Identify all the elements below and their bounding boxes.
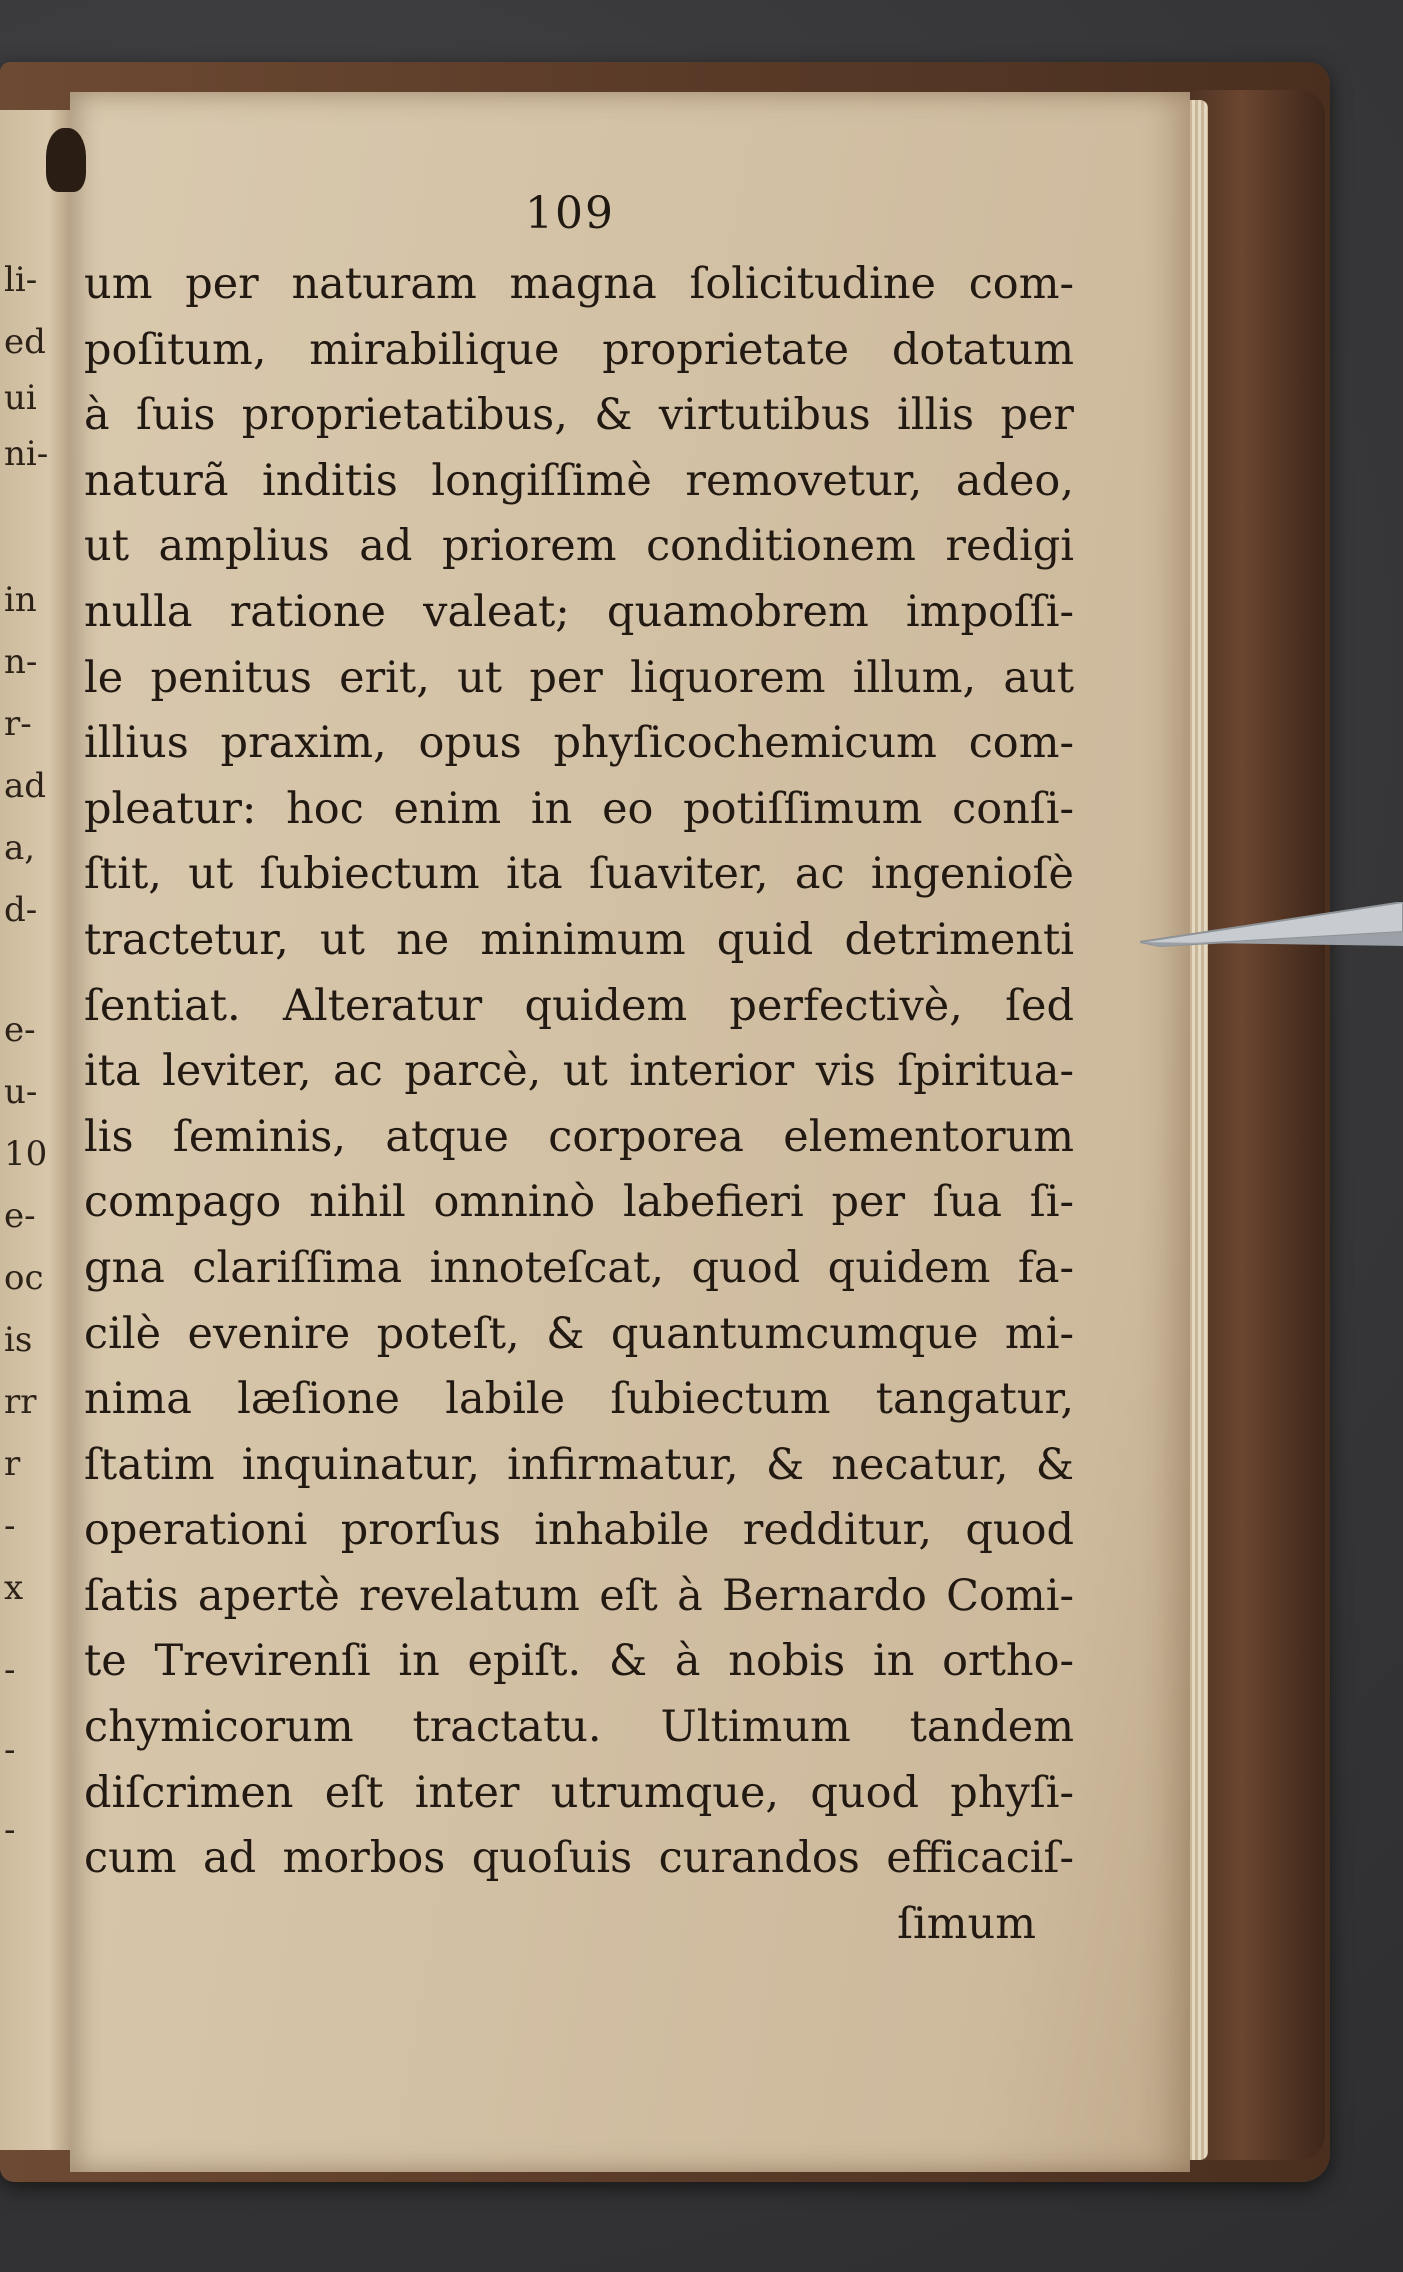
text-line: le penitus erit, ut per liquorem illum, aut <box>84 652 1074 703</box>
text-line: diſcrimen eſt inter utrumque, quod phyſi- <box>84 1767 1074 1818</box>
text-line: ſatis apertè revelatum eſt à Bernardo Comi- <box>84 1570 1074 1621</box>
text-line: operationi prorſus inhabile redditur, quod <box>84 1505 1074 1556</box>
text-line: pleatur: hoc enim in eo potiſſimum conſi- <box>84 783 1074 834</box>
text-line: nima læſione labile ſubiectum tangatur, <box>84 1374 1074 1425</box>
text-line: ita leviter, ac parcè, ut interior vis ſpiritua- <box>84 1046 1074 1097</box>
text-line: illius praxim, opus phyſicochemicum com- <box>84 718 1074 769</box>
page-number: 109 <box>525 188 615 239</box>
previous-page-fragment: oc <box>4 1258 44 1298</box>
previous-page-fragment: r- <box>4 704 32 744</box>
previous-page-fragment: e- <box>4 1196 36 1236</box>
previous-page-fragment: in <box>4 580 37 620</box>
page-body-text <box>84 252 1074 1957</box>
previous-page-fragment: n- <box>4 642 38 682</box>
bookmark-tab <box>46 128 86 192</box>
text-line: naturã inditis longiſſimè removetur, adeo, <box>84 455 1074 506</box>
text-line: cilè evenire poteſt, & quantumcumque mi- <box>84 1308 1074 1359</box>
previous-page-fragment: 10 <box>4 1134 48 1174</box>
previous-page-fragment: a, <box>4 828 36 868</box>
text-line: compago nihil omninò labefieri per ſua ſi- <box>84 1177 1074 1228</box>
text-line: ut amplius ad priorem conditionem redigi <box>84 521 1074 572</box>
text-line: ſtatim inquinatur, infirmatur, & necatur, & <box>84 1439 1074 1490</box>
text-line: nulla ratione valeat; quamobrem impoſſi- <box>84 586 1074 637</box>
previous-page-fragment: x <box>4 1568 24 1608</box>
previous-page-fragment: ni- <box>4 434 49 474</box>
text-line: tractetur, ut ne minimum quid detrimenti <box>84 914 1074 965</box>
previous-page-fragment: - <box>4 1506 16 1546</box>
previous-page-fragment: ui <box>4 378 37 418</box>
previous-page-fragment: d- <box>4 890 38 930</box>
text-line: à ſuis proprietatibus, & virtutibus illis per <box>84 390 1074 441</box>
catchword: ſimum <box>897 1898 1036 1949</box>
previous-page-fragment: e- <box>4 1010 36 1050</box>
previous-page-fragment: li- <box>4 260 38 300</box>
previous-page-fragment: rr <box>4 1382 37 1422</box>
text-line: cum ad morbos quoſuis curandos efficaciſ- <box>84 1833 1074 1884</box>
text-line: chymicorum tractatu. Ultimum tandem <box>84 1702 1074 1753</box>
previous-page-fragment: - <box>4 1810 16 1850</box>
previous-page-fragment: ad <box>4 766 47 806</box>
previous-page-fragment: ed <box>4 322 46 362</box>
previous-page-fragments <box>0 110 66 2150</box>
previous-page-edge <box>0 110 73 2150</box>
previous-page-fragment: u- <box>4 1072 38 1112</box>
text-line: te Trevirenſi in epiſt. & à nobis in ortho- <box>84 1636 1074 1687</box>
text-line: um per naturam magna ſolicitudine com- <box>84 259 1074 309</box>
text-line: lis ſeminis, atque corporea elementorum <box>84 1111 1074 1162</box>
previous-page-fragment: - <box>4 1730 16 1770</box>
pointer-needle-icon <box>1140 902 1403 978</box>
text-line: gna clariſſima innoteſcat, quod quidem fa- <box>84 1242 1074 1293</box>
previous-page-fragment: r <box>4 1444 21 1484</box>
text-line: poſitum, mirabilique proprietate dotatum <box>84 324 1074 375</box>
text-line: ſentiat. Alteratur quidem perfectivè, ſed <box>84 980 1074 1031</box>
text-line: ſtit, ut ſubiectum ita ſuaviter, ac ingenioſè <box>84 849 1074 900</box>
previous-page-fragment: is <box>4 1320 33 1360</box>
previous-page-fragment: - <box>4 1650 16 1690</box>
